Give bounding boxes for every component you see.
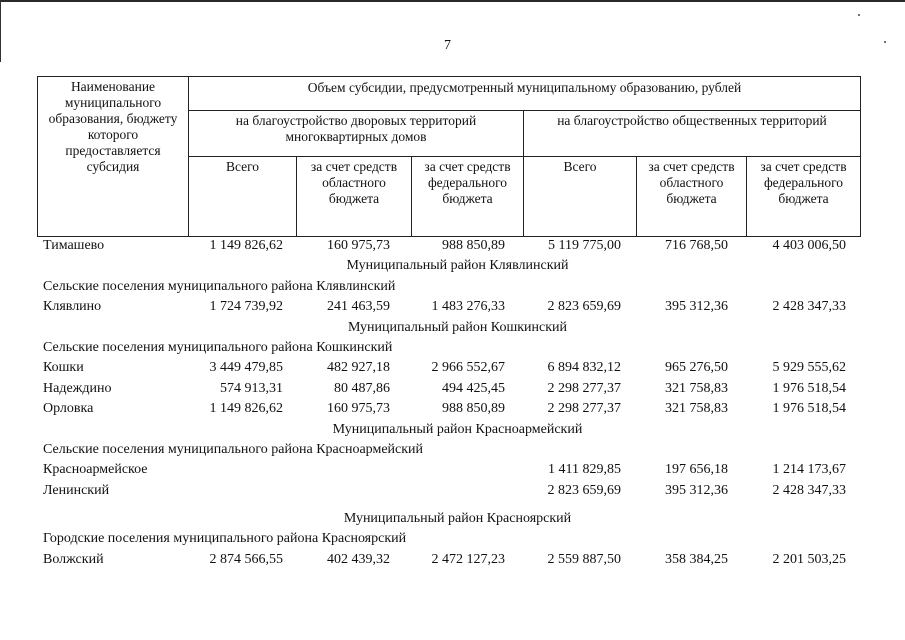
header-subsidy-total: Объем субсидии, предусмотренный муниципальному образованию, рублей xyxy=(189,77,861,111)
table-row xyxy=(0,358,905,378)
yards-total-value: 1 149 826,62 xyxy=(209,401,283,417)
yards-federal-value: 988 850,89 xyxy=(442,401,505,417)
yards-federal-value: 494 425,45 xyxy=(442,380,505,396)
public-federal-value: 2 428 347,33 xyxy=(772,299,846,315)
municipality-name: Красноармейское xyxy=(43,462,148,478)
table-row xyxy=(0,550,905,570)
yards-regional-value: 402 439,32 xyxy=(327,551,390,567)
municipality-name: Волжский xyxy=(43,551,104,567)
section-heading: Сельские поселения муниципального района Красноармейский xyxy=(43,441,424,457)
yards-regional-value: 160 975,73 xyxy=(327,238,390,253)
yards-federal-value: 1 483 276,33 xyxy=(431,299,505,315)
yards-total-value: 3 449 479,85 xyxy=(209,360,283,376)
table-body xyxy=(0,236,905,570)
yards-total-value: 1 149 826,62 xyxy=(209,238,283,253)
public-regional-value: 358 384,25 xyxy=(665,551,728,567)
header-entity: Наименование муниципального образования, бюджету которого предоставляется субсидия xyxy=(38,77,189,237)
section-heading-row xyxy=(0,440,905,460)
district-heading: Муниципальный район Красноармейский xyxy=(332,421,583,437)
table-row xyxy=(0,481,905,501)
public-federal-value: 5 929 555,62 xyxy=(772,360,846,376)
municipality-name: Тимашево xyxy=(43,238,105,253)
public-federal-value: 1 976 518,54 xyxy=(772,380,846,396)
yards-federal-value: 2 472 127,23 xyxy=(431,551,505,567)
public-regional-value: 197 656,18 xyxy=(665,462,728,478)
yards-total-value: 574 913,31 xyxy=(220,380,283,396)
header-public-total: Всего xyxy=(524,157,637,237)
public-regional-value: 321 758,83 xyxy=(665,380,728,396)
yards-regional-value: 80 487,86 xyxy=(334,380,390,396)
header-yards-total: Всего xyxy=(189,157,297,237)
public-total-value: 6 894 832,12 xyxy=(547,360,621,376)
public-federal-value: 2 201 503,25 xyxy=(772,551,846,567)
public-total-value: 2 823 659,69 xyxy=(547,482,621,498)
table-row xyxy=(0,399,905,419)
section-heading: Городские поселения муниципального района Красноярский xyxy=(43,531,407,547)
header-group-yards: на благоустройство дворовых территорий многоквартирных домов xyxy=(189,111,524,157)
public-total-value: 5 119 775,00 xyxy=(548,238,621,253)
section-heading-row xyxy=(0,338,905,358)
header-group-public: на благоустройство общественных территорий xyxy=(524,111,861,157)
public-regional-value: 321 758,83 xyxy=(665,401,728,417)
yards-regional-value: 160 975,73 xyxy=(327,401,390,417)
header-yards-regional: за счет средств областного бюджета xyxy=(297,157,412,237)
table-header xyxy=(37,76,861,237)
public-federal-value: 1 976 518,54 xyxy=(772,401,846,417)
table-row xyxy=(0,379,905,399)
public-federal-value: 1 214 173,67 xyxy=(772,462,846,478)
district-heading-row xyxy=(0,420,905,440)
district-heading-row xyxy=(0,509,905,529)
public-regional-value: 965 276,50 xyxy=(665,360,728,376)
table-row xyxy=(0,297,905,317)
public-total-value: 2 298 277,37 xyxy=(547,380,621,396)
public-federal-value: 4 403 006,50 xyxy=(772,238,846,253)
scan-edge-left xyxy=(0,0,1,62)
yards-total-value: 2 874 566,55 xyxy=(209,551,283,567)
section-heading: Сельские поселения муниципального района Клявлинский xyxy=(43,278,396,294)
scan-edge-top xyxy=(0,0,905,2)
scan-speck xyxy=(884,41,886,43)
municipality-name: Ленинский xyxy=(43,482,110,498)
public-total-value: 1 411 829,85 xyxy=(548,462,621,478)
municipality-name: Надеждино xyxy=(43,380,112,396)
yards-regional-value: 482 927,18 xyxy=(327,360,390,376)
row-gap xyxy=(0,501,905,509)
yards-federal-value: 2 966 552,67 xyxy=(431,360,505,376)
scan-speck xyxy=(858,14,860,16)
table-row xyxy=(0,460,905,480)
public-federal-value: 2 428 347,33 xyxy=(772,482,846,498)
header-yards-federal: за счет средств федерального бюджета xyxy=(412,157,524,237)
public-total-value: 2 298 277,37 xyxy=(547,401,621,417)
section-heading: Сельские поселения муниципального района Кошкинский xyxy=(43,339,393,355)
district-heading-row xyxy=(0,256,905,276)
public-regional-value: 395 312,36 xyxy=(665,482,728,498)
public-total-value: 2 823 659,69 xyxy=(547,299,621,315)
yards-regional-value: 241 463,59 xyxy=(327,299,390,315)
municipality-name: Клявлино xyxy=(43,299,102,315)
municipality-name: Кошки xyxy=(43,360,84,376)
table-row xyxy=(0,236,905,256)
section-heading-row xyxy=(0,277,905,297)
header-public-federal: за счет средств федерального бюджета xyxy=(747,157,861,237)
yards-federal-value: 988 850,89 xyxy=(442,238,505,253)
public-regional-value: 395 312,36 xyxy=(665,299,728,315)
section-heading-row xyxy=(0,529,905,549)
municipality-name: Орловка xyxy=(43,401,94,417)
district-heading-row xyxy=(0,318,905,338)
district-heading: Муниципальный район Кошкинский xyxy=(347,319,568,335)
yards-total-value: 1 724 739,92 xyxy=(209,299,283,315)
district-heading: Муниципальный район Клявлинский xyxy=(346,258,569,274)
district-heading: Муниципальный район Красноярский xyxy=(343,511,572,527)
page-number: 7 xyxy=(444,38,451,53)
header-public-regional: за счет средств областного бюджета xyxy=(637,157,747,237)
public-total-value: 2 559 887,50 xyxy=(547,551,621,567)
public-regional-value: 716 768,50 xyxy=(665,238,728,253)
